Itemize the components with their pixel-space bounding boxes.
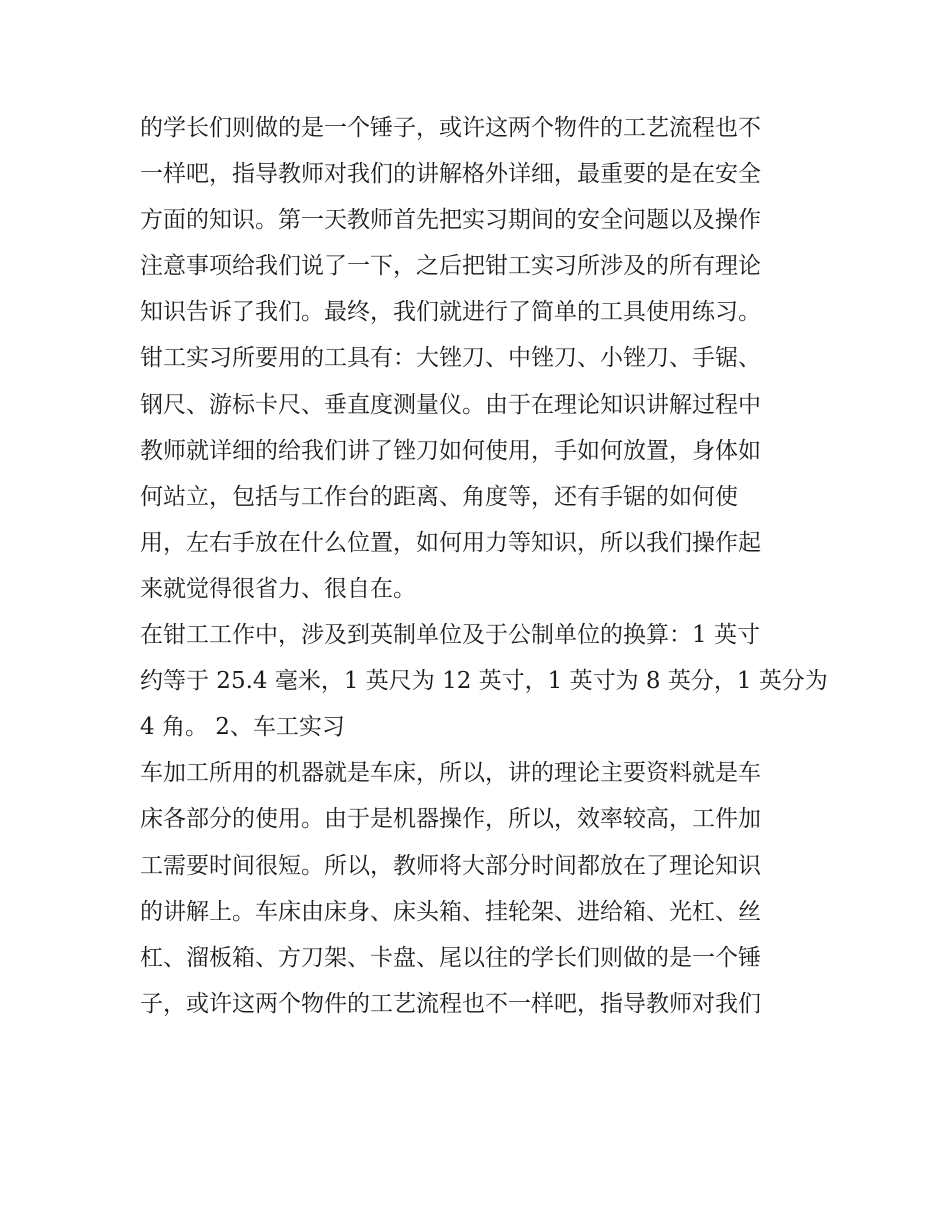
text-line: 方面的知识。第一天教师首先把实习期间的安全问题以及操作	[140, 207, 761, 234]
text-line: 在钳工工作中，涉及到英制单位及于公制单位的换算：1 英寸	[140, 622, 760, 649]
text-line: 注意事项给我们说了一下，之后把钳工实习所涉及的所有理论	[140, 253, 761, 280]
text-line: 知识告诉了我们。最终，我们就进行了简单的工具使用练习。	[140, 299, 761, 326]
text-line: 约等于 25.4 毫米，1 英尺为 12 英寸，1 英寸为 8 英分，1 英分为	[140, 668, 828, 695]
text-line: 何站立，包括与工作台的距离、角度等，还有手锯的如何使	[140, 483, 738, 510]
text-line: 用，左右手放在什么位置，如何用力等知识，所以我们操作起	[140, 529, 761, 556]
text-line: 教师就详细的给我们讲了锉刀如何使用，手如何放置，身体如	[140, 437, 761, 464]
text-line: 杠、溜板箱、方刀架、卡盘、尾以往的学长们则做的是一个锤	[140, 944, 761, 971]
body-text	[140, 105, 828, 1027]
text-line: 的学长们则做的是一个锤子，或许这两个物件的工艺流程也不	[140, 115, 761, 141]
text-line: 子，或许这两个物件的工艺流程也不一样吧，指导教师对我们	[140, 990, 761, 1017]
text-line: 钳工实习所要用的工具有：大锉刀、中锉刀、小锉刀、手锯、	[140, 345, 761, 372]
text-line: 的讲解上。车床由床身、床头箱、挂轮架、进给箱、光杠、丝	[140, 898, 761, 925]
text-line: 车加工所用的机器就是车床，所以，讲的理论主要资料就是车	[140, 760, 761, 787]
text-line: 来就觉得很省力、很自在。	[140, 575, 416, 602]
text-line: 床各部分的使用。由于是机器操作，所以，效率较高，工件加	[140, 806, 761, 833]
text-line: 钢尺、游标卡尺、垂直度测量仪。由于在理论知识讲解过程中	[140, 391, 761, 418]
text-line: 一样吧，指导教师对我们的讲解格外详细，最重要的是在安全	[140, 161, 761, 188]
text-line: 工需要时间很短。所以，教师将大部分时间都放在了理论知识	[140, 852, 761, 879]
text-line: 4 角。 2、车工实习	[140, 714, 345, 741]
